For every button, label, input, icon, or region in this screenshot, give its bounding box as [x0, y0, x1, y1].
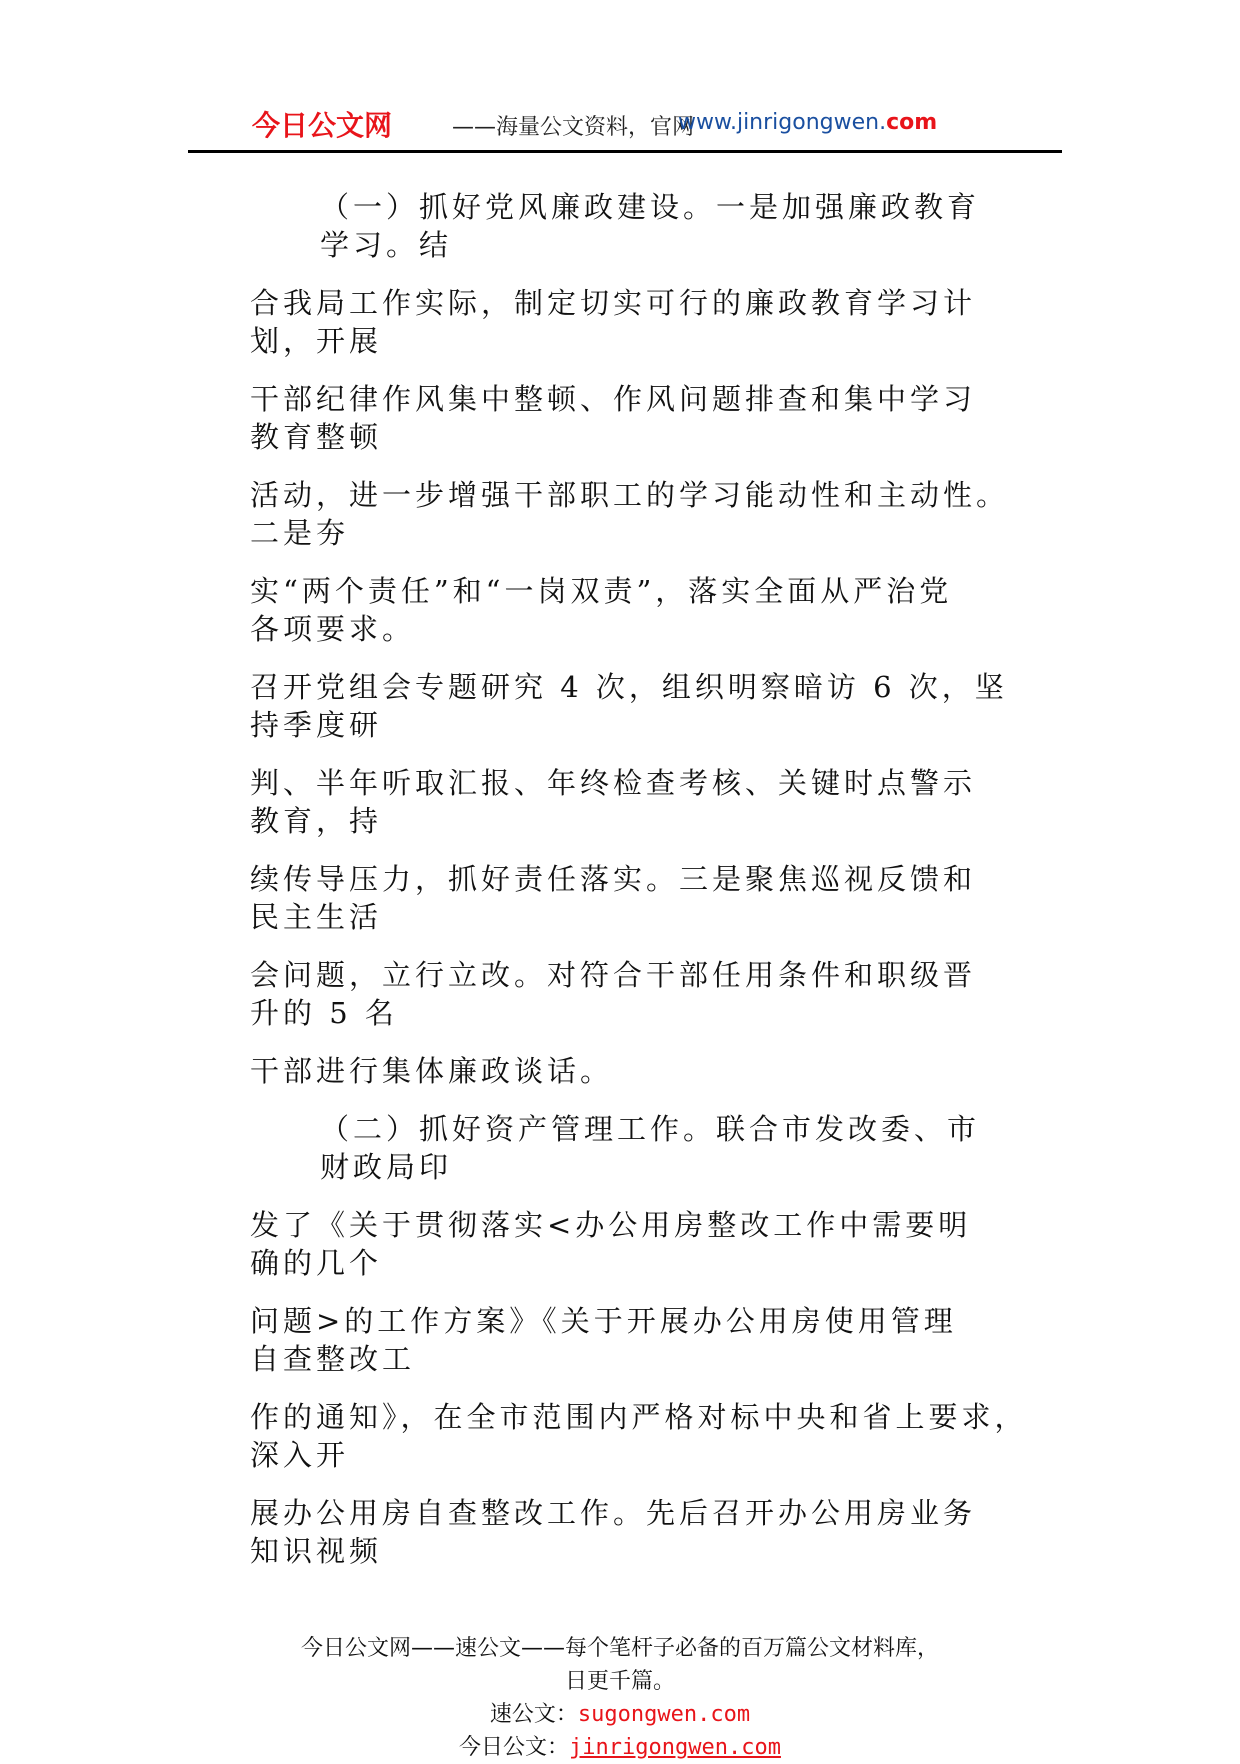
body-paragraph — [250, 668, 1008, 744]
body-paragraph — [250, 476, 1010, 552]
text-line: 作的通知》，在全市范围内严格对标中央和省上要求， — [250, 1400, 1028, 1434]
text-line: 自查整改工 — [250, 1342, 416, 1376]
text-line: 召开党组会专题研究 4 次，组织明察暗访 6 次，坚 — [250, 670, 1008, 704]
sugong-label: 速公文： — [489, 1702, 578, 1727]
text-line: 教育整顿 — [250, 420, 383, 454]
text-line: 民主生活 — [250, 900, 383, 934]
page-header — [188, 98, 1062, 153]
text-line: 实“两个责任”和“一岗双责”，落实全面从严治党 — [250, 574, 953, 608]
body-paragraph — [250, 1302, 990, 1378]
body-paragraph — [250, 956, 990, 1032]
site-tagline: ——海量公文资料，官网 — [452, 115, 695, 140]
body-paragraph — [250, 572, 990, 648]
section-heading-paragraph — [250, 1110, 990, 1186]
text-line: 划，开展 — [250, 324, 383, 358]
jinri-link[interactable]: jinrigongwen.com — [569, 1735, 781, 1760]
body-paragraph — [250, 284, 990, 360]
text-line: 持季度研 — [250, 708, 383, 742]
text-line: 财政局印 — [320, 1150, 453, 1184]
body-paragraph — [250, 380, 990, 456]
text-line: （二）抓好资产管理工作。联合市发改委、市 — [320, 1112, 981, 1146]
body-paragraph — [250, 860, 990, 936]
footer-jinri — [240, 1731, 1000, 1764]
site-url[interactable]: www.jinrigongwen.com — [678, 110, 938, 135]
text-line: 升的 5 名 — [250, 996, 398, 1030]
page-footer — [240, 1632, 1000, 1764]
text-line: 干部纪律作风集中整顿、作风问题排查和集中学习 — [250, 382, 977, 416]
footer-promo-line: 今日公文网——速公文——每个笔杆子必备的百万篇公文材料库， — [300, 1636, 939, 1661]
jinri-label: 今日公文： — [459, 1735, 570, 1760]
document-body — [250, 188, 1028, 1590]
site-brand[interactable]: 今日公文网 — [252, 109, 393, 142]
text-line: （一）抓好党风廉政建设。一是加强廉政教育 — [320, 190, 981, 224]
body-paragraph — [250, 1206, 990, 1282]
text-line: 合我局工作实际，制定切实可行的廉政教育学习计 — [250, 286, 977, 320]
body-paragraph — [250, 1494, 990, 1570]
text-line: 教育，持 — [250, 804, 383, 838]
body-paragraph — [250, 1398, 1028, 1474]
body-paragraph — [250, 1052, 990, 1090]
text-line: 活动，进一步增强干部职工的学习能动性和主动性。 — [250, 478, 1010, 512]
text-line: 深入开 — [250, 1438, 350, 1472]
body-paragraph — [250, 764, 990, 840]
footer-promo-line-2: 日更千篇。 — [564, 1669, 675, 1694]
text-line: 各项要求。 — [250, 612, 416, 646]
text-line: 学习。结 — [320, 228, 453, 262]
text-line: 会问题，立行立改。对符合干部任用条件和职级晋 — [250, 958, 977, 992]
text-line: 判、半年听取汇报、年终检查考核、关键时点警示 — [250, 766, 977, 800]
text-line: 问题>的工作方案》《关于开展办公用房使用管理 — [250, 1304, 957, 1338]
text-line: 干部进行集体廉政谈话。 — [250, 1054, 614, 1088]
text-line: 知识视频 — [250, 1534, 383, 1568]
sugong-link[interactable]: sugongwen.com — [577, 1702, 751, 1727]
text-line: 展办公用房自查整改工作。先后召开办公用房业务 — [250, 1496, 977, 1530]
section-heading-paragraph — [250, 188, 990, 264]
text-line: 二是夯 — [250, 516, 350, 550]
footer-sugong — [240, 1698, 1000, 1731]
text-line: 续传导压力，抓好责任落实。三是聚焦巡视反馈和 — [250, 862, 977, 896]
text-line: 发了《关于贯彻落实<办公用房整改工作中需要明 — [250, 1208, 972, 1242]
text-line: 确的几个 — [250, 1246, 383, 1280]
